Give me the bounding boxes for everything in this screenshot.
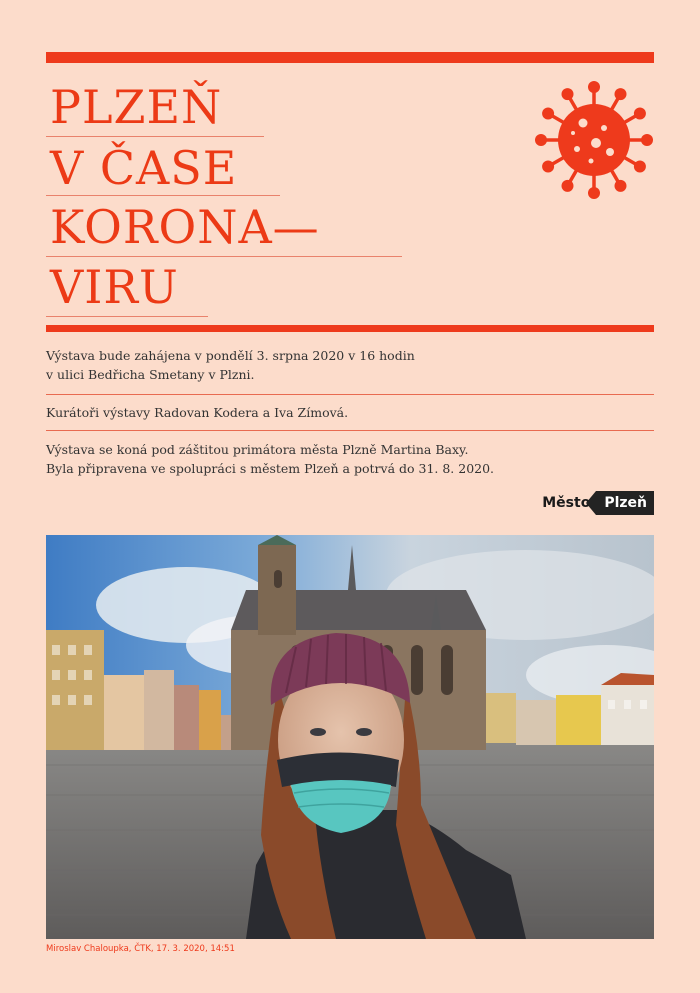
title-underline-3 (46, 256, 402, 257)
opening-line-2: v ulici Bedřicha Smetany v Plzni. (46, 367, 255, 382)
logo-word-plzen: Plzeň (596, 491, 654, 515)
photo-credit: Miroslav Chaloupka, ČTK, 17. 3. 2020, 14:51 (46, 944, 235, 954)
title-line-1: PLZEŇ (50, 80, 223, 134)
patronage-line-1: Výstava se koná pod záštitou primátora města Plzně Martina Baxy. (46, 442, 469, 457)
title-underline-1 (46, 136, 264, 137)
logo-word-mesto: Město (542, 495, 591, 511)
title-underline-2 (46, 195, 280, 196)
title-underline-4 (46, 316, 208, 317)
patronage-line-2: Byla připravena ve spolupráci s městem Plzeň a potrvá do 31. 8. 2020. (46, 461, 495, 476)
coronavirus-icon (533, 79, 655, 201)
opening-line-1: Výstava bude zahájena v pondělí 3. srpna 2020 v 16 hodin (46, 348, 415, 363)
title-line-3: KORONA— (50, 200, 320, 254)
divider-1 (46, 394, 654, 395)
title-bottom-rule (46, 325, 654, 332)
title-line-4: VIRU (50, 260, 179, 314)
divider-2 (46, 430, 654, 431)
title-line-2: V ČASE (50, 141, 238, 195)
curators-text: Kurátoři výstavy Radovan Kodera a Iva Zímová. (46, 405, 349, 420)
top-rule (46, 52, 654, 63)
exhibition-photo (46, 535, 654, 939)
mesto-plzen-logo (542, 491, 654, 515)
